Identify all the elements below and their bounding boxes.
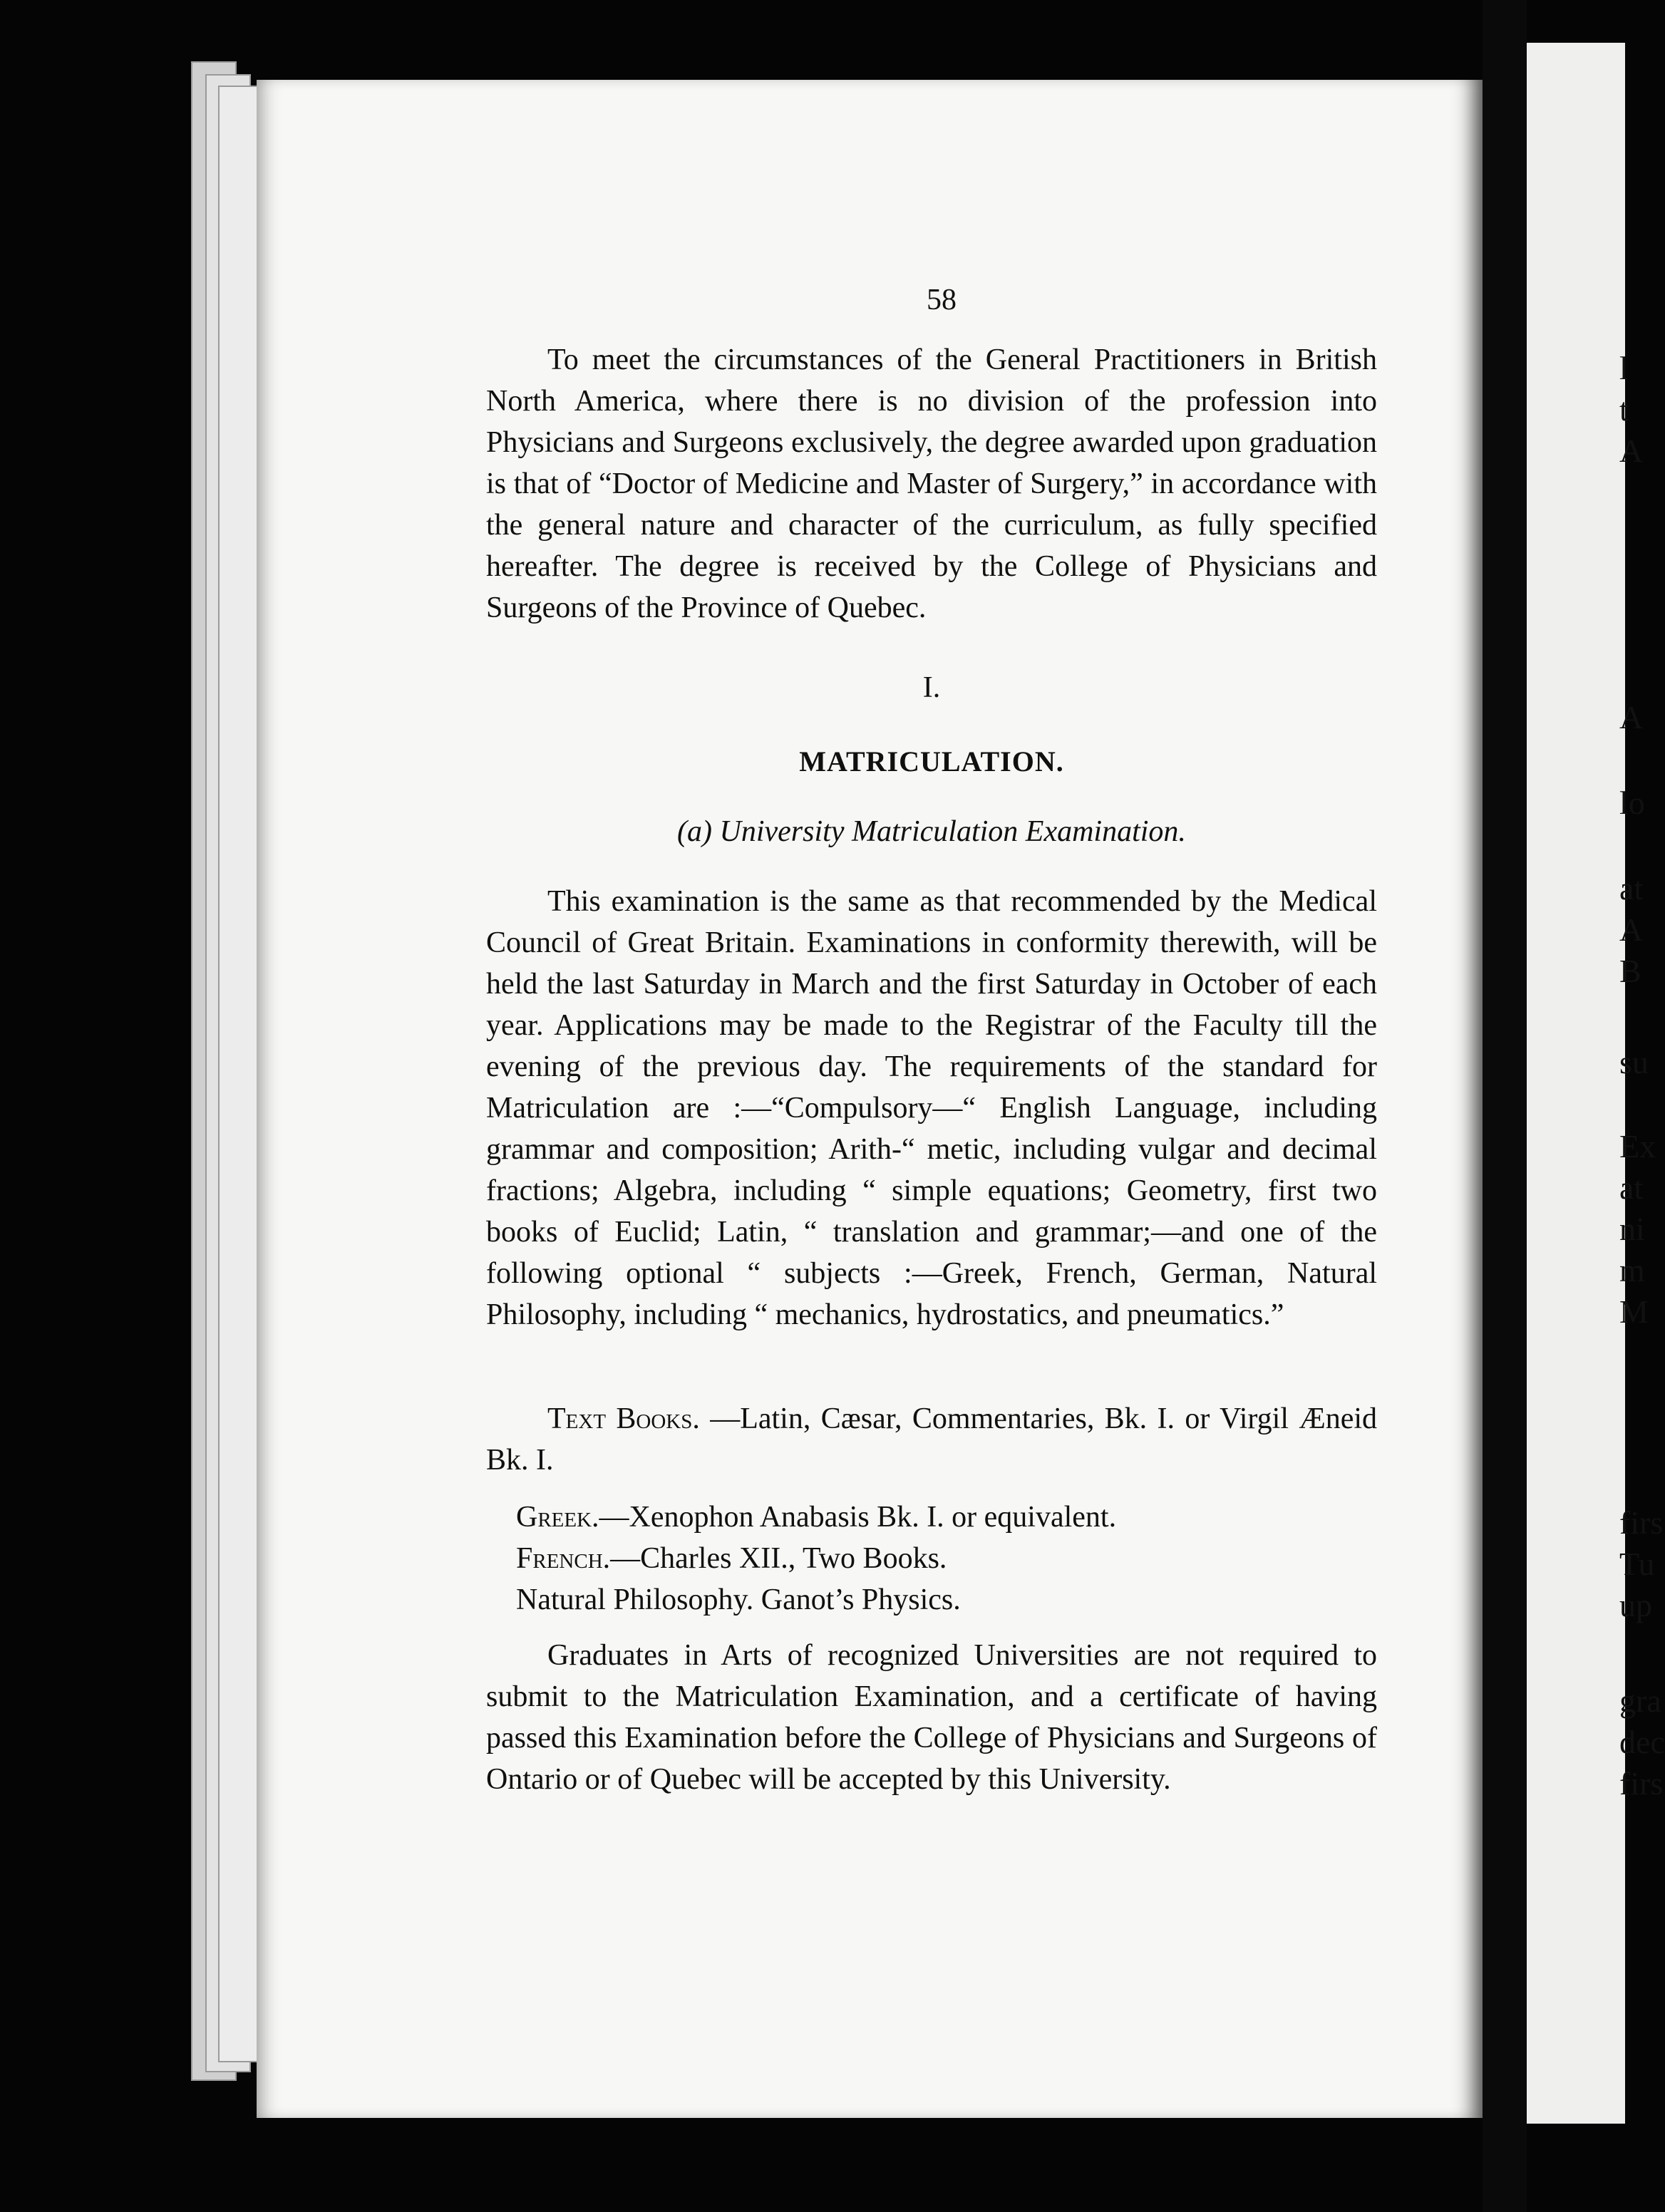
adjacent-page-fragment: at: [1619, 1169, 1644, 1206]
text-books-label: Text Books.: [547, 1402, 700, 1435]
matriculation-paragraph: This examination is the same as that recommended by the Medical Council of Great Britain. Examinations in conformity therewith, will be held the last Saturday in March and the first Saturday in October of each year. Applications may be made to the Registrar of the Faculty till the evening of the previous day. The requirements of the standard for Matriculation are :—“Compulsory—“ English Language, including grammar and composition; Arith-“ metic, including vulgar and decimal fractions; Algebra, including “ simple equations; Geometry, first two books of Euclid; Latin, “ translation and grammar;—and one of the following optional “ subjects :—Greek, French, German, Natural Philosophy, including “ mechanics, hydrostatics, and pneumatics.”: [486, 885, 1377, 1331]
greek-label: Greek.: [516, 1501, 599, 1534]
adjacent-page-fragment: lo: [1619, 785, 1645, 821]
greek-entry: [516, 1497, 1116, 1538]
adjacent-page-fragment: M: [1619, 1293, 1649, 1330]
greek-text: —Xenophon Anabasis Bk. I. or equivalent.: [599, 1501, 1117, 1534]
adjacent-page-fragment: dec: [1619, 1724, 1665, 1760]
adjacent-page: [1527, 43, 1665, 2124]
french-text: —Charles XII., Two Books.: [610, 1542, 947, 1575]
adjacent-page-fragment: A: [1619, 911, 1644, 948]
intro-paragraph: To meet the circumstances of the General Practitioners in British North America, where there is no division of the profession into Physicians and Surgeons exclusively, the degree awarded upon graduation is that of “Doctor of Medicine and Master of Surgery,” in accordance with the general nature and character of the curriculum, as fully specified hereafter. The degree is received by the College of Physicians and Surgeons of the Province of Quebec.: [486, 343, 1377, 624]
subsection-heading: (a) University Matriculation Examination.: [677, 815, 1186, 848]
section-numeral: I.: [922, 671, 941, 704]
natural-philosophy-entry: Natural Philosophy. Ganot’s Physics.: [516, 1583, 961, 1616]
text-books-text: —Latin, Cæsar, Commentaries, Bk. I. or Virgil Æneid Bk. I.: [486, 1402, 1378, 1477]
graduates-paragraph: Graduates in Arts of recognized Universities are not required to submit to the Matriculation Examination, and a certificate of having passed this Examination before the College of Physicians and Surgeons of Ontario or of Quebec will be accepted by this University.: [486, 1639, 1377, 1796]
adjacent-page-fragment: ni: [1619, 1211, 1645, 1247]
page-number: 58: [927, 284, 957, 316]
adjacent-page-fragment: firs: [1619, 1504, 1664, 1541]
adjacent-page-fragment: Tu: [1619, 1546, 1655, 1582]
adjacent-page-fragment: Ex: [1619, 1128, 1656, 1164]
adjacent-page-fragment: l: [1619, 350, 1629, 386]
french-entry: [516, 1538, 947, 1579]
adjacent-page-fragment: su: [1619, 1044, 1649, 1080]
adjacent-page-fragment: at: [1619, 870, 1644, 906]
adjacent-page-fragment: firs: [1619, 1765, 1664, 1802]
adjacent-page-fragment: t: [1619, 391, 1629, 428]
book-gutter: [1483, 0, 1527, 2212]
adjacent-page-fragment: A: [1619, 699, 1644, 735]
french-label: French.: [516, 1542, 611, 1575]
adjacent-page-fragment: gra: [1619, 1683, 1661, 1719]
adjacent-page-fragment: up: [1619, 1587, 1652, 1623]
adjacent-page-fragment: A: [1619, 433, 1644, 469]
adjacent-page-fragment: m: [1619, 1252, 1645, 1288]
adjacent-page-fragment: B: [1619, 953, 1641, 989]
text-books-entry: [486, 1398, 1377, 1481]
section-heading: MATRICULATION.: [799, 745, 1064, 777]
